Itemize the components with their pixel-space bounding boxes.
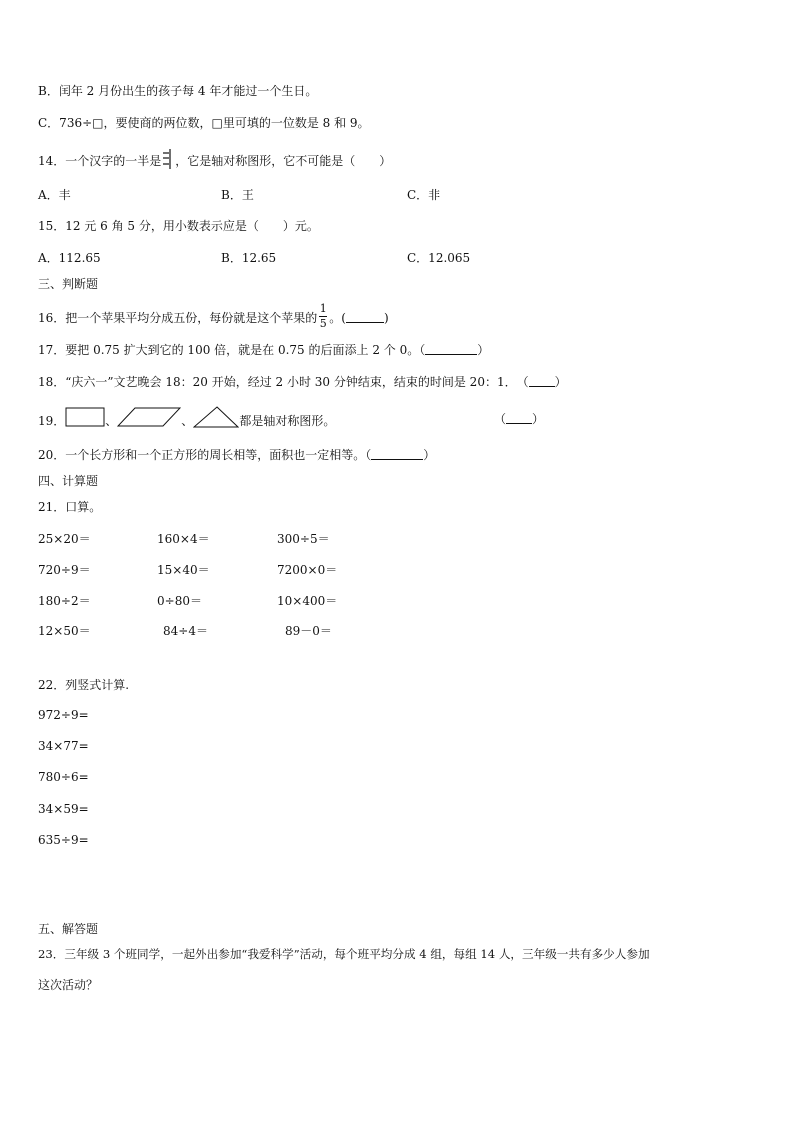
half-character-icon bbox=[162, 148, 174, 175]
q19-question bbox=[38, 406, 558, 437]
q17-answer-blank[interactable] bbox=[425, 342, 477, 355]
rectangle-icon bbox=[65, 406, 105, 437]
q21-cell: 10×400＝ bbox=[277, 594, 338, 608]
q16-question bbox=[38, 302, 389, 332]
q21-cell: 15×40＝ bbox=[157, 563, 210, 577]
section-4-heading: 四、计算题 bbox=[38, 474, 99, 488]
q19-number: 19． bbox=[38, 414, 66, 428]
q22-item: 635÷9= bbox=[38, 833, 89, 847]
q20-close: ） bbox=[423, 448, 436, 462]
q16-answer-blank[interactable] bbox=[346, 310, 384, 323]
q20-text: 20．一个长方形和一个正方形的周长相等，面积也一定相等。（ bbox=[38, 448, 372, 462]
q14-text-after: ，它是轴对称图形，它不可能是（ ） bbox=[175, 154, 392, 168]
q22-item: 34×77= bbox=[38, 739, 89, 753]
q21-cell: 720÷9＝ bbox=[38, 563, 91, 577]
q21-cell: 7200×0＝ bbox=[277, 563, 338, 577]
q18-question bbox=[38, 373, 567, 391]
q21-cell: 25×20＝ bbox=[38, 532, 91, 546]
q21-cell: 89－0＝ bbox=[285, 624, 332, 638]
q20-answer-blank[interactable] bbox=[371, 447, 423, 460]
q21-cell: 12×50＝ bbox=[38, 624, 91, 638]
q15-option-c: C．12.065 bbox=[407, 251, 471, 265]
q22-item: 972÷9= bbox=[38, 708, 89, 722]
parallelogram-icon bbox=[117, 406, 181, 437]
q14-option-c: C．非 bbox=[407, 188, 441, 202]
q17-text: 17．要把 0.75 扩大到它的 100 倍，就是在 0.75 的后面添上 2 个 0。（ bbox=[38, 343, 426, 357]
section-3-heading: 三、判断题 bbox=[38, 277, 99, 291]
q19-text-after: 都是轴对称图形。 bbox=[239, 414, 336, 428]
q21-title: 21．口算。 bbox=[38, 500, 102, 514]
q19-sep-1: 、 bbox=[105, 414, 118, 428]
fraction-denominator: 5 bbox=[319, 317, 327, 330]
q13-option-c: C．736÷□，要使商的两位数，□里可填的一位数是 8 和 9。 bbox=[38, 116, 370, 130]
fraction-one-fifth bbox=[319, 303, 327, 330]
q19-answer-blank[interactable] bbox=[506, 411, 532, 424]
q14-question bbox=[38, 148, 391, 175]
q22-item: 34×59= bbox=[38, 802, 89, 816]
q21-cell: 84÷4＝ bbox=[163, 624, 208, 638]
q22-title: 22．列竖式计算. bbox=[38, 678, 130, 692]
q19-sep-2: 、 bbox=[181, 414, 194, 428]
section-5-heading: 五、解答题 bbox=[38, 922, 99, 936]
q16-close: ) bbox=[383, 311, 389, 325]
triangle-icon bbox=[193, 406, 239, 437]
q21-cell: 0÷80＝ bbox=[157, 594, 202, 608]
q17-close: ） bbox=[477, 343, 490, 357]
q21-cell: 300÷5＝ bbox=[277, 532, 330, 546]
q18-text: 18．“庆六一”文艺晚会 18：20 开始，经过 2 小时 30 分钟结束，结束的时间是 20：1． （ bbox=[38, 375, 529, 389]
q13-option-b: B．闰年 2 月份出生的孩子每 4 年才能过一个生日。 bbox=[38, 84, 318, 98]
q16-text-before: 16．把一个苹果平均分成五份，每份就是这个苹果的 bbox=[38, 311, 318, 325]
q18-answer-blank[interactable] bbox=[529, 374, 555, 387]
fraction-numerator: 1 bbox=[319, 302, 327, 315]
q22-item: 780÷6= bbox=[38, 770, 89, 784]
q15-question: 15．12 元 6 角 5 分，用小数表示应是（ ）元。 bbox=[38, 219, 319, 233]
q18-close: ） bbox=[554, 375, 567, 389]
q17-question bbox=[38, 341, 489, 359]
q15-option-b: B．12.65 bbox=[221, 251, 277, 265]
q15-option-a: A．112.65 bbox=[38, 251, 101, 265]
q23-line-1: 23．三年级 3 个班同学，一起外出参加“我爱科学”活动，每个班平均分成 4 组，每组 14 人，三年级一共有多少人参加 bbox=[38, 947, 650, 961]
q21-cell: 180÷2＝ bbox=[38, 594, 91, 608]
q14-option-a: A．丰 bbox=[38, 188, 71, 202]
q14-text-before: 14．一个汉字的一半是 bbox=[38, 154, 162, 168]
q23-line-2: 这次活动？ bbox=[38, 978, 99, 992]
q16-text-after: 。( bbox=[329, 311, 346, 325]
q21-cell: 160×4＝ bbox=[157, 532, 210, 546]
q19-close: ） bbox=[532, 412, 545, 426]
q14-option-b: B．王 bbox=[221, 188, 254, 202]
q20-question bbox=[38, 446, 435, 464]
q19-open: （ bbox=[494, 412, 507, 426]
